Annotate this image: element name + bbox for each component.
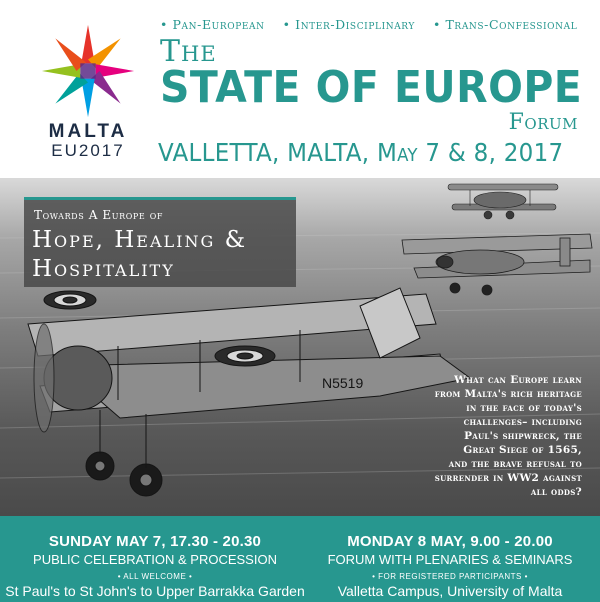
tagline-item: • Pan-European: [160, 17, 265, 32]
biplane-middle: [402, 234, 592, 295]
roundel-icon: [215, 346, 275, 366]
question-line: Paul's shipwreck, the: [464, 430, 582, 442]
question-line: Great Siege of 1565,: [463, 444, 582, 456]
event-location-date: VALLETTA, MALTA, May 7 & 8, 2017: [158, 138, 564, 167]
question-line: surrender in WW2 against: [434, 472, 582, 484]
event-place: Valletta Campus, University of Malta: [337, 583, 563, 599]
logo-line-malta: MALTA: [48, 121, 128, 142]
biplane-far: [448, 184, 558, 219]
logo-line-eu2017: EU2017: [51, 141, 125, 160]
tagline: [160, 17, 580, 32]
question-line: challenges– including: [463, 416, 582, 428]
logo-text: [36, 122, 140, 160]
event-note: • FOR REGISTERED PARTICIPANTS •: [300, 572, 600, 581]
tagline-item: • Trans-Confessional: [433, 17, 577, 32]
tagline-item: • Inter-Disciplinary: [283, 17, 415, 32]
event-date: MONDAY 8 MAY, 9.00 - 20.00: [347, 533, 553, 550]
event-note: • ALL WELCOME •: [0, 572, 310, 581]
title-forum: Forum: [508, 110, 578, 135]
theme-title-line: Hospitality: [32, 256, 175, 282]
event-description: PUBLIC CELEBRATION & PROCESSION: [33, 552, 277, 567]
event-date: SUNDAY MAY 7, 17.30 - 20.30: [48, 533, 262, 550]
event-schedule-footer: [0, 516, 600, 602]
plane-marking: N5519: [322, 375, 364, 391]
logo-star-rays: [42, 25, 134, 117]
title-the: The: [160, 34, 217, 69]
question-line: in the face of today's: [466, 402, 582, 414]
header: [0, 0, 600, 178]
question-line: and the brave refusal to: [448, 458, 582, 470]
event-description: FORUM WITH PLENARIES & SEMINARS: [327, 552, 573, 567]
biplanes-photo: [0, 178, 600, 516]
theme-box: [24, 197, 296, 287]
malta-eu2017-star-logo: [40, 22, 136, 120]
theme-title-line: Hope, Healing &: [32, 227, 248, 253]
event-place: St Paul's to St John's to Upper Barrakka Garden: [5, 583, 305, 599]
theme-intro: Towards A Europe of: [34, 208, 164, 222]
question-line: all odds?: [530, 486, 582, 498]
question-text: [382, 373, 582, 499]
question-line: from Malta's rich heritage: [434, 388, 582, 400]
theme-title: [32, 226, 247, 284]
roundel-icon: [44, 291, 96, 309]
question-line: What can Europe learn: [454, 374, 582, 386]
page-title: STATE OF EUROPE: [160, 62, 583, 113]
